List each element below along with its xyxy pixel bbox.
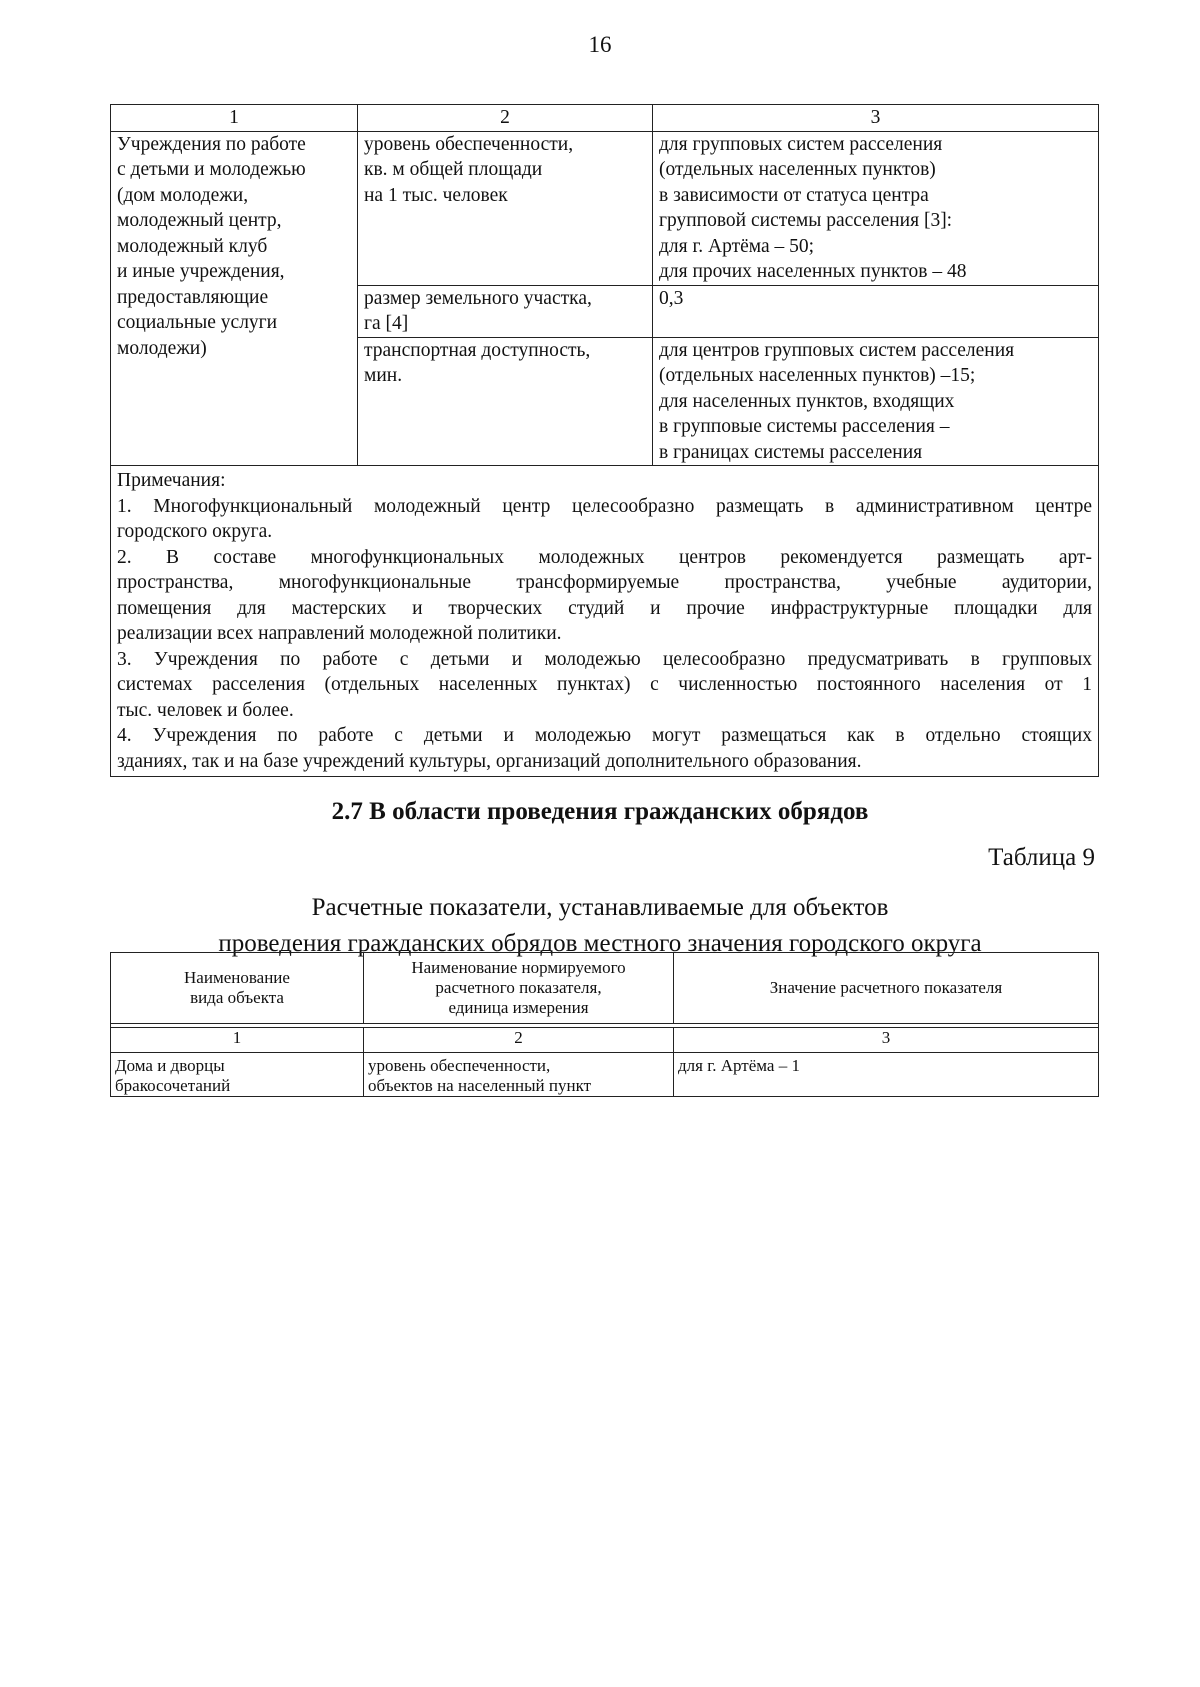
cell-line: Учреждения по работе (117, 133, 306, 155)
cell-line: бракосочетаний (115, 1076, 231, 1095)
cell-line: транспортная доступность, (364, 339, 591, 361)
header-line: расчетного показателя, (435, 978, 602, 997)
column-number: 3 (653, 105, 1099, 132)
column-number: 3 (674, 1028, 1099, 1053)
value-cell (653, 131, 1099, 285)
cell-line: мин. (364, 365, 403, 386)
cell-line: 0,3 (659, 287, 684, 309)
cell-line: уровень обеспеченности, (364, 133, 574, 155)
cell-line: молодежный клуб (117, 235, 268, 257)
note-line: 1. Многофункциональный молодежный центр целесообразно размещать в административном центре (117, 495, 1092, 517)
note-line: реализации всех направлений молодежной политики. (117, 623, 562, 644)
object-type-cell (111, 1053, 364, 1097)
cell-line: размер земельного участка, (364, 287, 592, 309)
cell-line: на 1 тыс. человек (364, 184, 508, 206)
column-number: 2 (364, 1028, 674, 1053)
notes-cell (111, 466, 1099, 777)
table-9 (110, 952, 1099, 1097)
column-number: 1 (111, 1028, 364, 1053)
caption-line: Расчетные показатели, устанавливаемые для объектов (311, 894, 889, 921)
table-column-numbers (111, 105, 1099, 132)
indicator-cell (358, 337, 653, 466)
section-title: 2.7 В области проведения гражданских обрядов (331, 798, 869, 825)
note-line: городского округа. (117, 521, 273, 542)
value-cell: для г. Артёма – 1 (674, 1053, 1099, 1097)
cell-line: социальные услуги (117, 312, 278, 333)
table-8-continuation (110, 104, 1099, 777)
cell-line: кв. м общей площади (364, 159, 543, 180)
note-line: 3. Учреждения по работе с детьми и молодежью целесообразно предусматривать в групповых (117, 648, 1092, 670)
cell-line: объектов на населенный пункт (368, 1076, 592, 1095)
cell-line: в групповые системы расселения – (659, 416, 950, 437)
cell-line: для г. Артёма – 50; (659, 235, 815, 257)
note-line: тыс. человек и более. (117, 699, 294, 721)
value-cell (653, 285, 1099, 337)
cell-line: (дом молодежи, (117, 184, 249, 206)
table-row (111, 1053, 1099, 1097)
header-value: Значение расчетного показателя (674, 953, 1099, 1024)
cell-line: для населенных пунктов, входящих (659, 390, 955, 412)
note-line: пространства, многофункциональные трансформируемые пространства, учебные аудитории, (117, 572, 1092, 593)
header-line: Наименование нормируемого (411, 958, 626, 977)
table-label: Таблица 9 (988, 844, 1095, 871)
cell-line: уровень обеспеченности, (368, 1056, 551, 1075)
note-line: зданиях, так и на базе учреждений культуры, организаций дополнительного образования. (117, 750, 862, 772)
cell-line: молодежи) (117, 337, 207, 359)
indicator-cell (358, 285, 653, 337)
column-number: 1 (111, 105, 358, 132)
cell-line: предоставляющие (117, 286, 269, 308)
cell-line: для центров групповых систем расселения (659, 339, 1015, 361)
header-line: вида объекта (190, 988, 284, 1007)
caption-line: проведения гражданских обрядов местного значения городского округа (218, 930, 982, 957)
header-object-type (111, 953, 364, 1024)
object-type-cell (111, 131, 358, 466)
header-line: единица измерения (448, 998, 589, 1017)
cell-line: (отдельных населенных пунктов) –15; (659, 365, 976, 386)
cell-line: (отдельных населенных пунктов) (659, 159, 936, 180)
header-indicator (364, 953, 674, 1024)
table-header-row (111, 953, 1099, 1024)
indicator-cell (358, 131, 653, 285)
table-row (111, 131, 1099, 285)
note-line: системах расселения (отдельных населенных пунктах) с численностью постоянного населения от 1 (117, 674, 1092, 695)
indicator-cell (364, 1053, 674, 1097)
notes-row (111, 466, 1099, 777)
cell-line: для прочих населенных пунктов – 48 (659, 261, 967, 282)
notes-title: Примечания: (117, 470, 226, 491)
cell-line: га [4] (364, 313, 409, 334)
page-number: 16 (588, 32, 612, 57)
note-line: 2. В составе многофункциональных молодежных центров рекомендуется размещать арт- (117, 546, 1092, 568)
cell-line: и иные учреждения, (117, 261, 285, 282)
cell-line: с детьми и молодежью (117, 159, 306, 180)
column-number: 2 (358, 105, 653, 132)
header-line: Наименование (184, 968, 290, 987)
cell-line: в зависимости от статуса центра (659, 184, 929, 206)
table-column-numbers (111, 1028, 1099, 1053)
note-line: 4. Учреждения по работе с детьми и молодежью могут размещаться как в отдельно стоящих (117, 725, 1092, 746)
cell-line: молодежный центр, (117, 210, 282, 231)
note-line: помещения для мастерских и творческих студий и прочие инфраструктурные площадки для (117, 597, 1092, 619)
cell-line: групповой системы расселения [3]: (659, 210, 953, 231)
value-cell (653, 337, 1099, 466)
cell-line: в границах системы расселения (659, 441, 923, 463)
cell-line: для групповых систем расселения (659, 133, 943, 155)
cell-line: Дома и дворцы (115, 1056, 225, 1075)
